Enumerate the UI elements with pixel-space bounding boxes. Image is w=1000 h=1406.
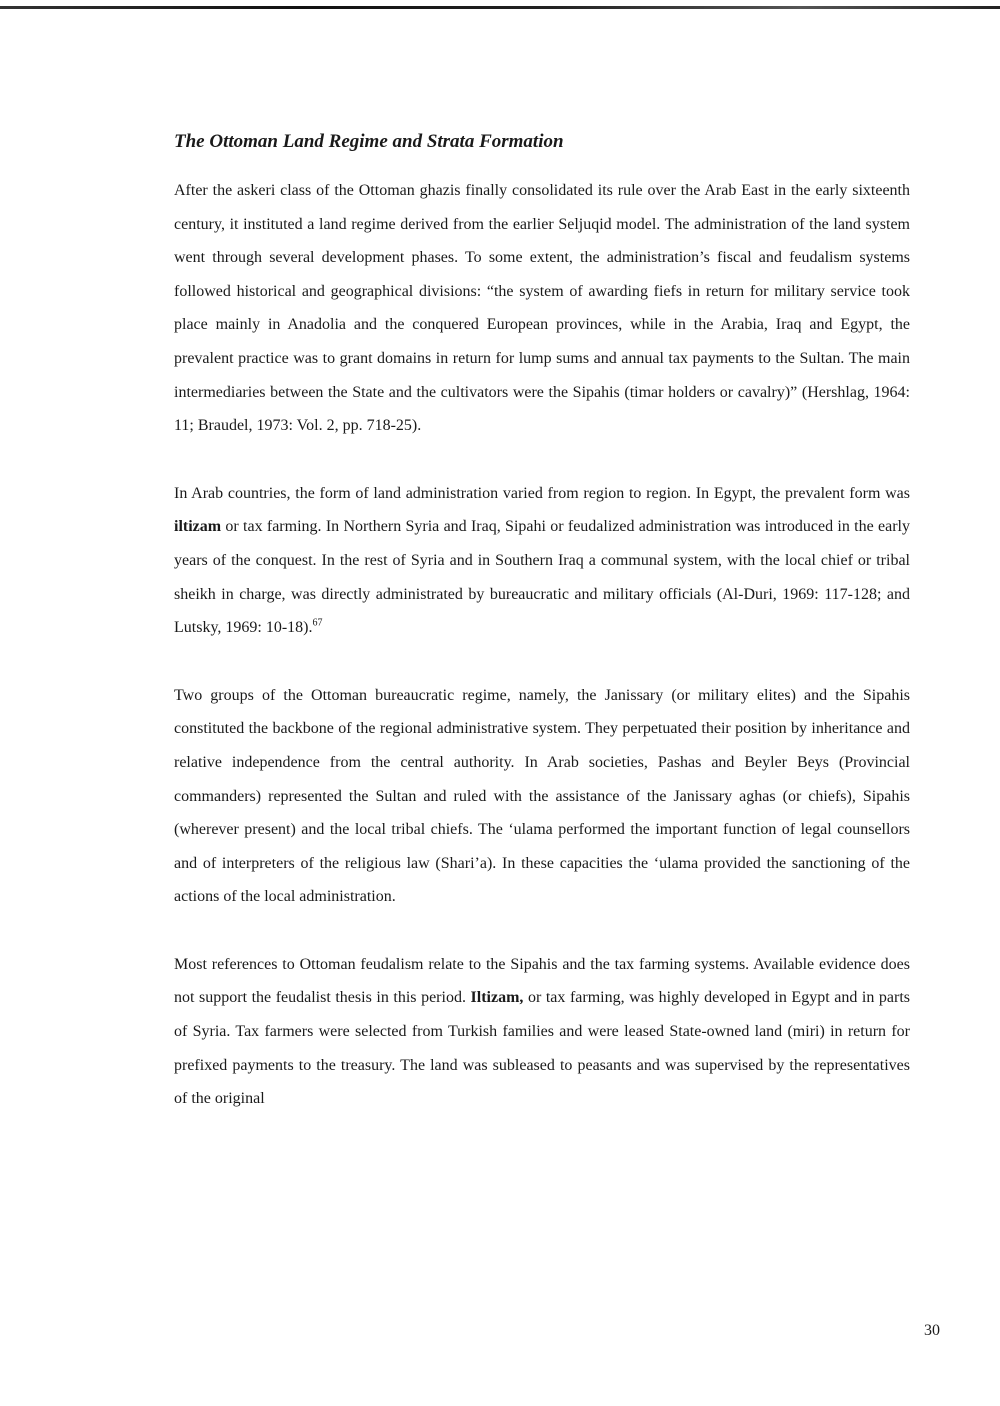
page-number: 30 [924,1322,940,1339]
paragraph-4 [174,948,910,1116]
term-iltizam-2: Iltizam, [470,989,524,1007]
paragraph-2-text-a: In Arab countries, the form of land administration varied from region to region. In Egypt, the prevalent form was [174,484,910,502]
paragraph-4-text-b: or tax farming, was highly developed in Egypt and in parts of Syria. Tax farmers were selected from Turkish families and were leased State-owned land (miri) in return for prefixed payments to the treasury. The land was subleased to peasants and was supervised by the representatives of the original [174,989,911,1108]
section-heading: The Ottoman Land Regime and Strata Formation [174,131,564,152]
paragraph-3: Two groups of the Ottoman bureaucratic regime, namely, the Janissary (or military elites) and the Sipahis constituted the backbone of the regional administrative system. They perpetuated their position by inheritance and relative independence from the central authority. In Arab societies, Pashas and Beyler Beys (Provincial commanders) represented the Sultan and ruled with the assistance of the Janissary aghas (or chiefs), Sipahis (wherever present) and the local tribal chiefs. The ‘ulama performed the important function of legal counsellors and of interpreters of the religious law (Shari’a). In these capacities the ‘ulama provided the sanctioning of the actions of the local administration. [174,686,910,906]
document-body [174,128,910,1150]
paragraph-2 [174,477,910,645]
paragraph-1: After the askeri class of the Ottoman ghazis finally consolidated its rule over the Arab East in the early sixteenth century, it instituted a land regime derived from the earlier Seljuqid model. The administration of the land system went through several development phases. To some extent, the administration’s fiscal and feudalism systems followed historical and geographical divisions: “the system of awarding fiefs in return for military service took place mainly in Anadolia and the conquered European provinces, while in the Arabia, Iraq and Egypt, the prevalent practice was to grant domains in return for lump sums and annual tax payments to the Sultan. The main intermediaries between the State and the cultivators were the Sipahis (timar holders or cavalry)” (Hershlag, 1964: 11; Braudel, 1973: Vol. 2, pp. 718-25). [174,182,910,435]
footnote-ref-67: 67 [312,617,323,629]
page-top-rule [0,6,1000,9]
paragraph-4-text-a: Most references to Ottoman feudalism relate to the Sipahis and the tax farming systems. Available evidence does not support the feudalist thesis in this period. [174,955,910,1007]
term-iltizam: iltizam [174,518,222,536]
paragraph-2-text-b: or tax farming. In Northern Syria and Iraq, Sipahi or feudalized administration was introduced in the early years of the conquest. In the rest of Syria and in Southern Iraq a communal system, with the local chief or tribal sheikh in charge, was directly administrated by bureaucratic and military officials (Al-Duri, 1969: 117-128; and Lutsky, 1969: 10-18). [174,518,910,637]
